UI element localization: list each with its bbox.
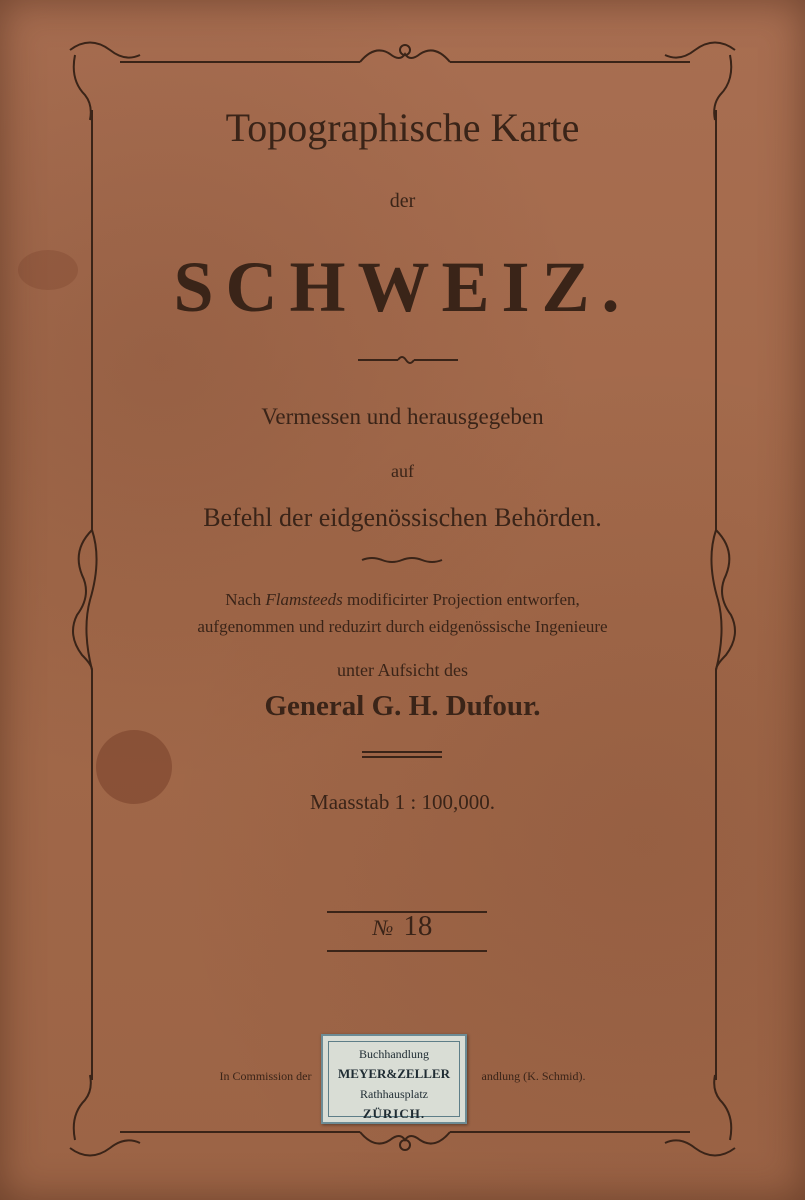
commission-left: In Commission der	[219, 1069, 312, 1083]
scale-line: Maasstab 1 : 100,000.	[310, 790, 495, 814]
supervision-line: unter Aufsicht des	[337, 660, 468, 680]
projection-suffix: modificirter Projection entworfen,	[347, 590, 580, 609]
general-name: General G. H. Dufour.	[264, 690, 541, 722]
title-der: der	[389, 190, 416, 212]
projection-name: Flamsteeds	[265, 590, 343, 609]
projection-line	[0, 590, 805, 610]
number-sign: №	[372, 915, 394, 940]
commission-right: andlung (K. Schmid).	[481, 1069, 586, 1083]
bookseller-label	[321, 1034, 467, 1124]
label-rathhausplatz: Rathhausplatz	[360, 1087, 428, 1101]
projection-prefix: Nach	[225, 590, 262, 609]
number-value: 18	[403, 910, 433, 942]
subtitle-auf: auf	[391, 461, 414, 481]
engineers-line: aufgenommen und reduzirt durch eidgenössische Ingenieure	[197, 617, 608, 636]
sheet-number	[0, 910, 805, 943]
title-topographische-karte: Topographische Karte	[225, 105, 580, 150]
label-buchhandlung: Buchhandlung	[359, 1047, 429, 1061]
subtitle-befehl: Befehl der eidgenössischen Behörden.	[203, 503, 602, 532]
subtitle-vermessen: Vermessen und herausgegeben	[261, 404, 544, 429]
label-zuerich: ZÜRICH.	[362, 1106, 426, 1121]
title-schweiz: SCHWEIZ.	[173, 247, 632, 327]
label-meyer-zeller: MEYER&ZELLER	[338, 1066, 450, 1081]
